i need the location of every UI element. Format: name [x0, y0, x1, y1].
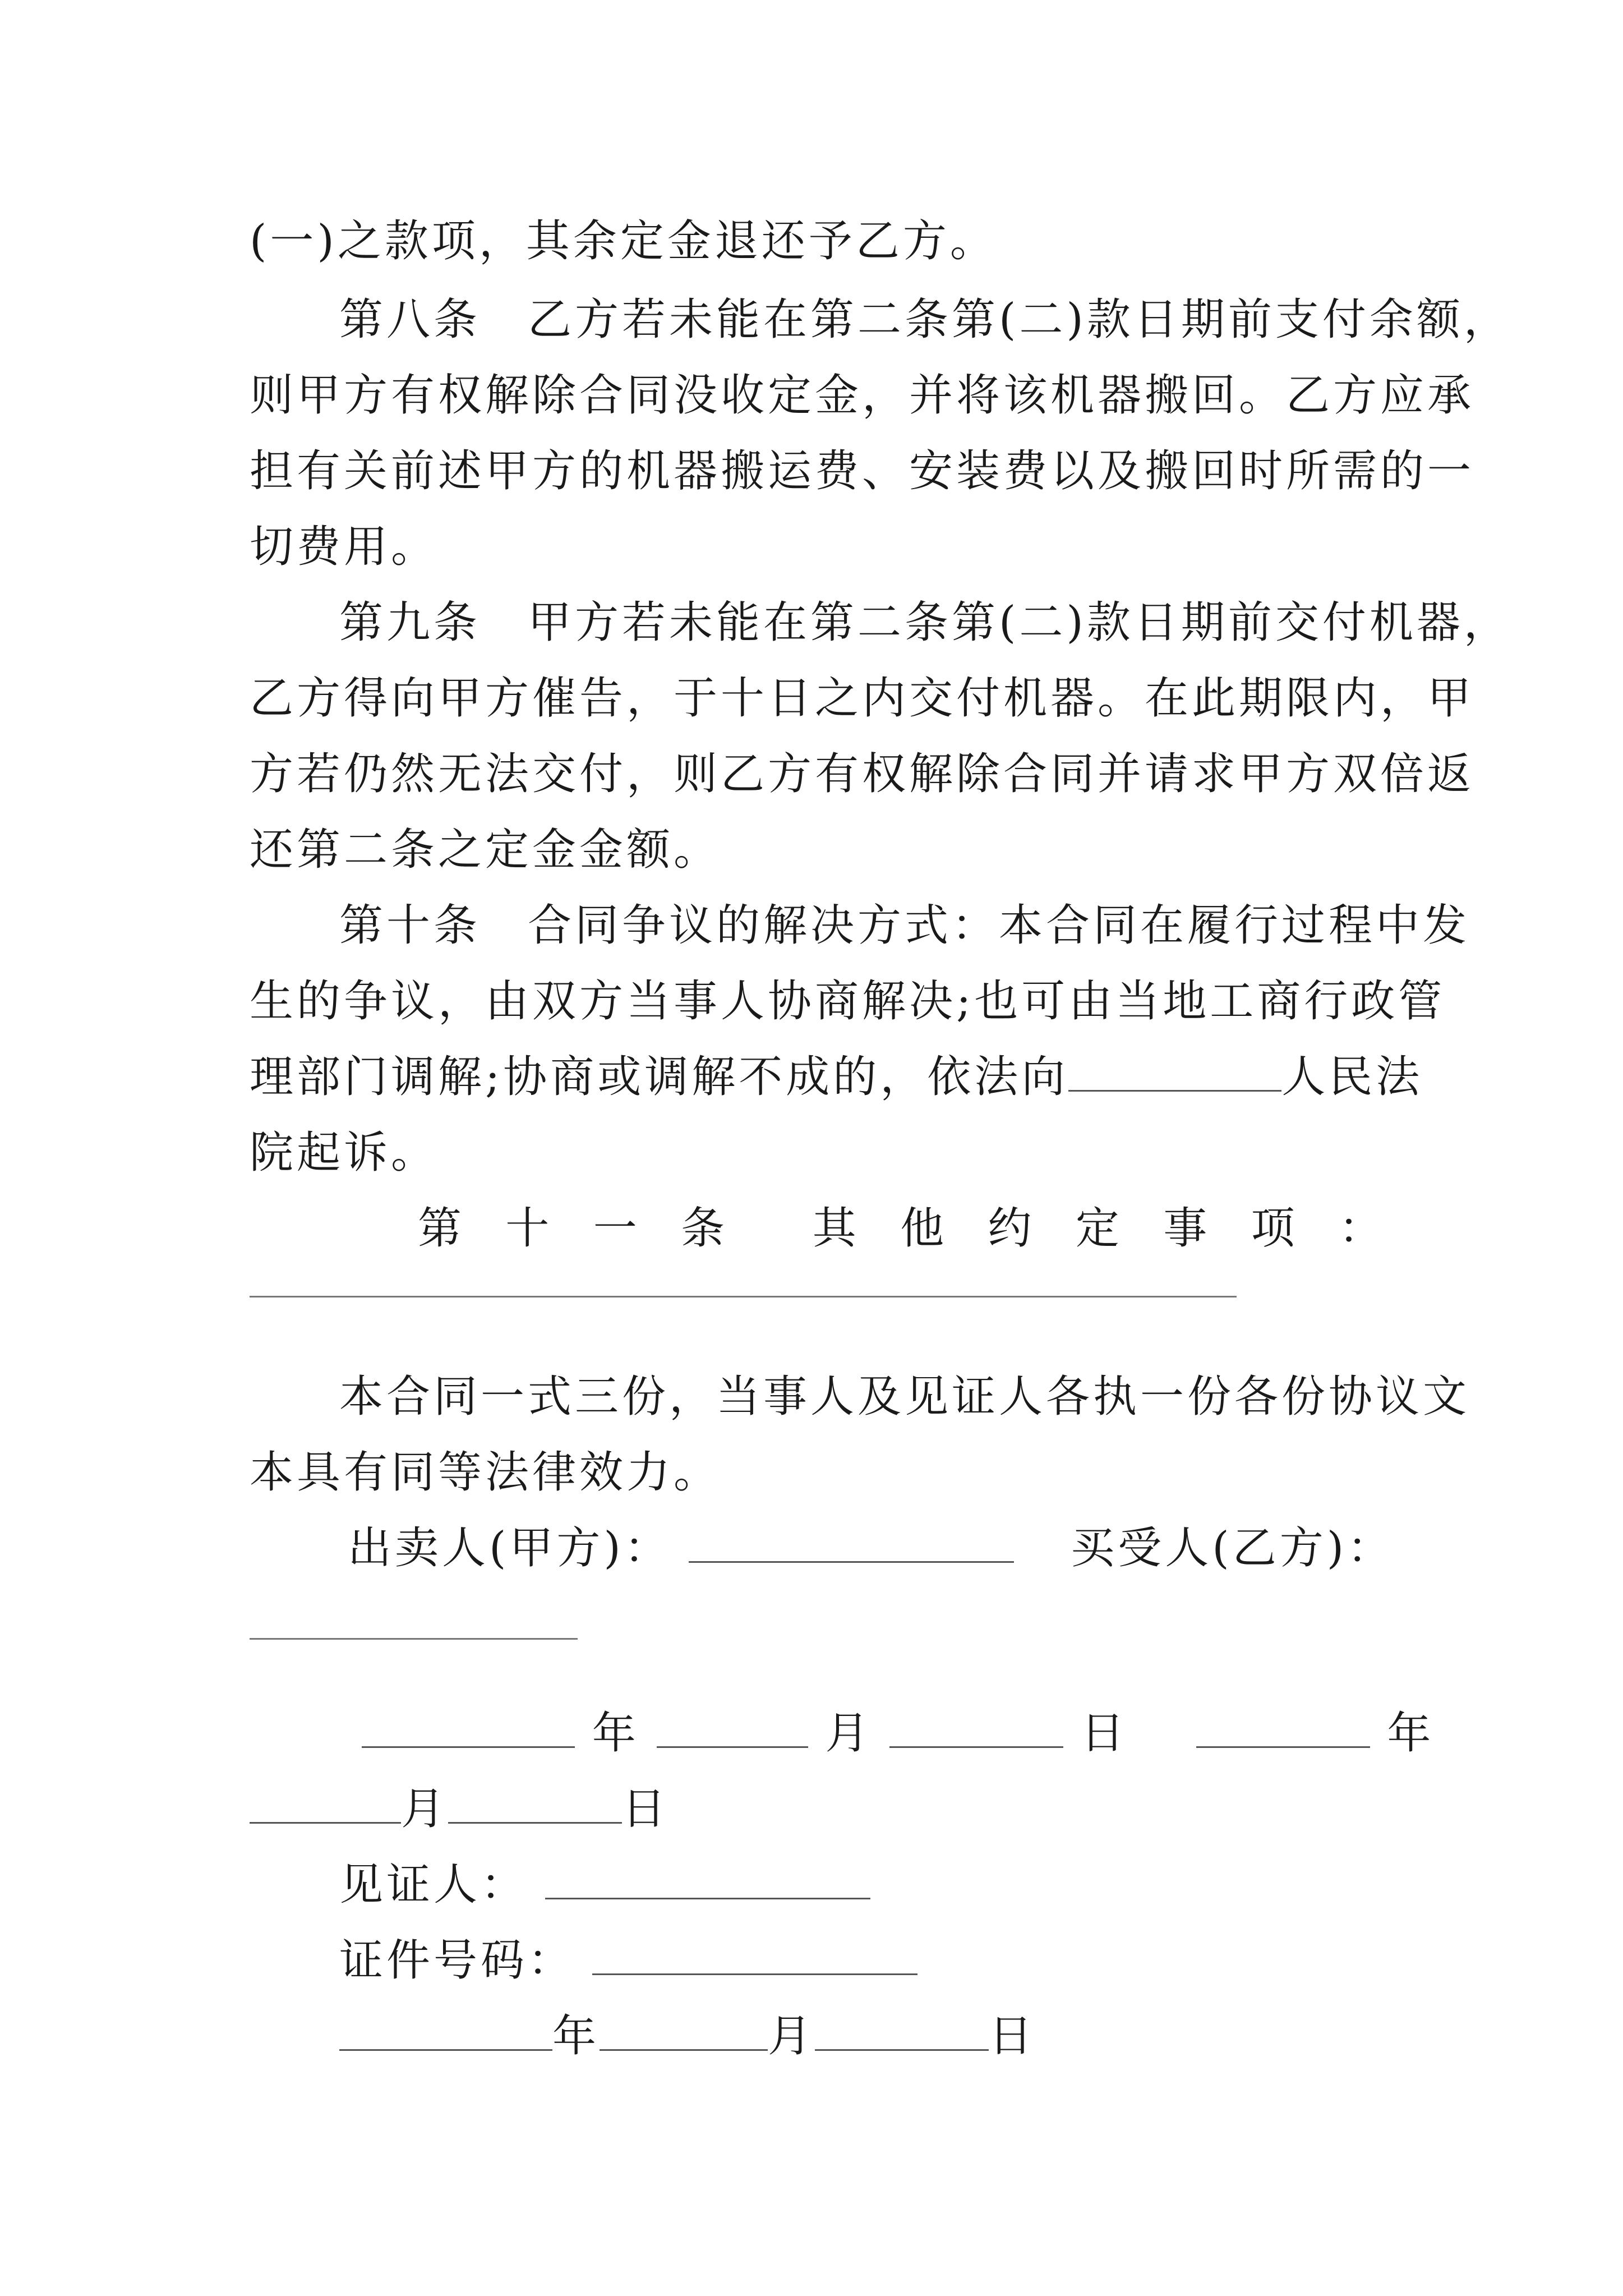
text-line: 担有关前述甲方的机器搬运费、安装费以及搬回时所需的一	[250, 446, 1475, 496]
spaced-char: 事	[1163, 1203, 1207, 1254]
buyer-year-blank[interactable]	[1196, 1707, 1370, 1748]
text-line: 则甲方有权解除合同没收定金，并将该机器搬回。乙方应承	[250, 370, 1475, 421]
id-line	[339, 1932, 917, 1989]
year-label: 年	[552, 2011, 600, 2062]
witness-year-blank[interactable]	[339, 2010, 552, 2051]
seller-year-blank[interactable]	[362, 1707, 575, 1748]
text-line: 院起诉。	[250, 1128, 439, 1178]
spaced-char: 项	[1251, 1203, 1295, 1254]
witness-blank[interactable]	[545, 1858, 870, 1899]
witness-day-blank[interactable]	[815, 2010, 989, 2051]
spaced-char: 他	[900, 1203, 944, 1254]
text-segment: 人民法	[1281, 1052, 1423, 1102]
court-blank[interactable]	[1068, 1051, 1281, 1092]
month-label: 月	[825, 1708, 873, 1759]
witness-line	[339, 1857, 870, 1913]
spaced-char: 条	[681, 1203, 725, 1254]
id-label: 证件号码：	[339, 1935, 575, 1986]
text-line: (一)之款项，其余定金退还予乙方。	[250, 216, 997, 266]
text-line: 本具有同等法律效力。	[250, 1447, 721, 1498]
year-label: 年	[1387, 1708, 1435, 1759]
signature-line	[348, 1520, 1394, 1576]
other-terms-blank[interactable]	[250, 1296, 1237, 1297]
copies-line: 本合同一式三份，当事人及见证人各执一份各份协议文	[339, 1372, 1470, 1422]
spaced-char: 约	[988, 1203, 1032, 1254]
text-segment: 理部门调解;协商或调解不成的，依法向	[250, 1052, 1069, 1102]
text-line: 生的争议，由双方当事人协商解决;也可由当地工商行政管	[250, 976, 1446, 1027]
month-label: 月	[768, 2011, 815, 2062]
date-line	[250, 1781, 669, 1837]
buyer-label: 买受人(乙方)：	[1071, 1523, 1395, 1573]
text-line	[250, 1049, 1423, 1105]
day-label: 日	[989, 2011, 1036, 2062]
text-line: 乙方得向甲方催告，于十日之内交付机器。在此期限内，甲	[250, 673, 1475, 724]
text-line: 方若仍然无法交付，则乙方有权解除合同并请求甲方双倍返	[250, 749, 1475, 799]
seller-month-blank[interactable]	[657, 1707, 808, 1748]
buyer-day-blank[interactable]	[448, 1783, 622, 1824]
buyer-blank[interactable]	[250, 1638, 578, 1640]
witness-label: 见证人：	[339, 1860, 528, 1910]
month-label: 月	[401, 1784, 449, 1834]
day-label: 日	[1081, 1708, 1128, 1759]
seller-blank[interactable]	[689, 1522, 1014, 1563]
text-line: 切费用。	[250, 522, 439, 572]
spaced-char: ：	[1338, 1203, 1382, 1254]
witness-month-blank[interactable]	[600, 2010, 768, 2051]
text-line: 还第二条之定金金额。	[250, 825, 721, 875]
article-11-heading	[418, 1200, 1382, 1257]
year-label: 年	[592, 1708, 639, 1759]
article-10-line: 第十条 合同争议的解决方式：本合同在履行过程中发	[339, 900, 1470, 951]
spaced-char: 其	[812, 1203, 856, 1254]
buyer-month-blank[interactable]	[250, 1783, 401, 1824]
article-9-line: 第九条 甲方若未能在第二条第(二)款日期前交付机器，	[339, 597, 1511, 648]
spaced-char: 定	[1075, 1203, 1119, 1254]
seller-day-blank[interactable]	[889, 1707, 1063, 1748]
spaced-char: 一	[593, 1203, 637, 1254]
day-label: 日	[622, 1784, 670, 1834]
witness-date-line	[339, 2008, 1036, 2064]
id-blank[interactable]	[592, 1934, 917, 1975]
article-8-line: 第八条 乙方若未能在第二条第(二)款日期前支付余额，	[339, 295, 1511, 345]
date-line	[362, 1705, 1434, 1761]
spaced-char: 第	[418, 1203, 462, 1254]
spaced-char: 十	[505, 1203, 550, 1254]
seller-label: 出卖人(甲方)：	[348, 1523, 671, 1573]
